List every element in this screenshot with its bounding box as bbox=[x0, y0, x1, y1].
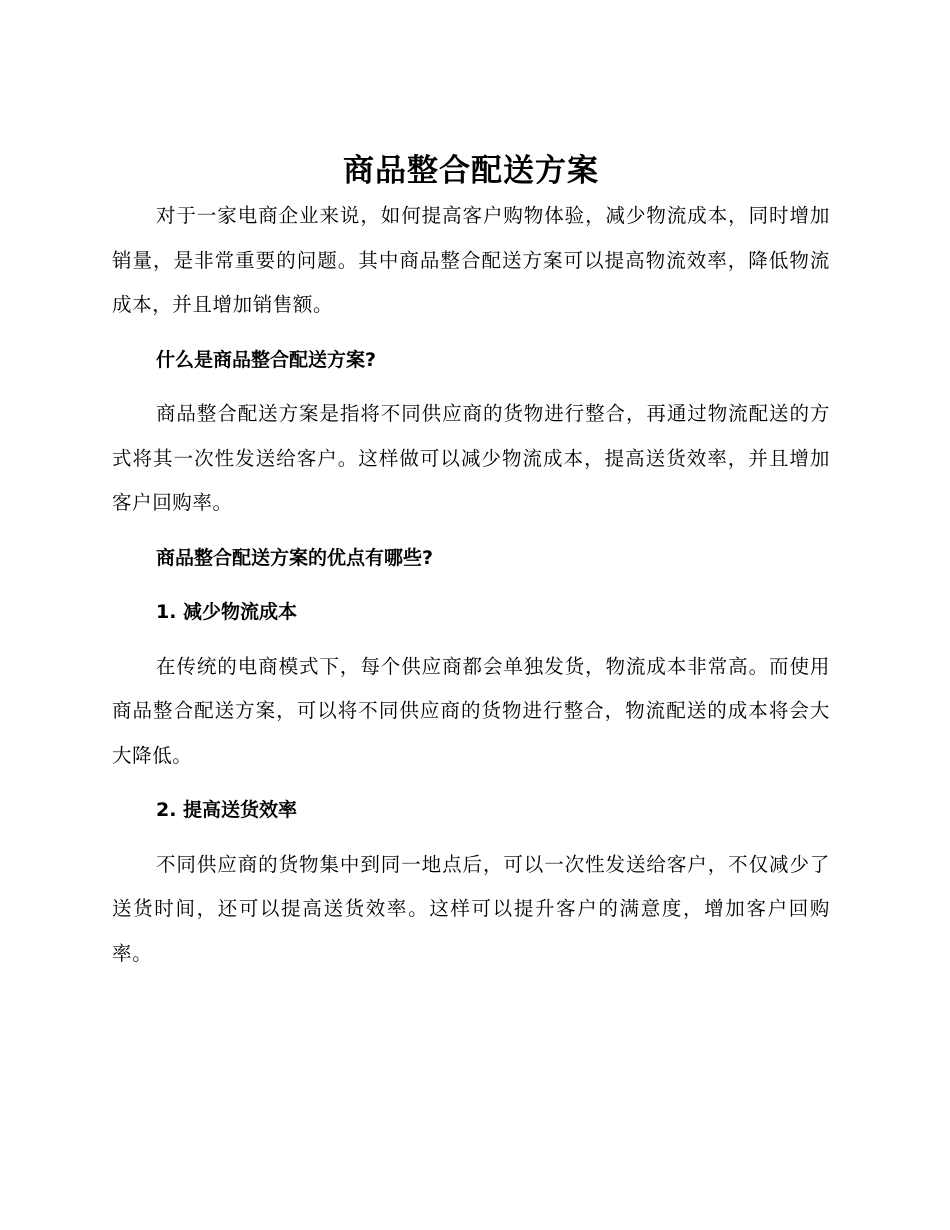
spacer bbox=[112, 580, 830, 590]
section-paragraph-reduce-cost: 在传统的电商模式下，每个供应商都会单独发货，物流成本非常高。而使用商品整合配送方案，可以将不同供应商的货物进行整合，物流配送的成本将会大大降低。 bbox=[112, 654, 830, 767]
spacer bbox=[112, 526, 830, 536]
section-heading-efficiency: 2. 提高送货效率 bbox=[156, 799, 298, 821]
section-heading-what-is: 什么是商品整合配送方案? bbox=[156, 348, 377, 371]
section-heading-advantages: 商品整合配送方案的优点有哪些? bbox=[156, 546, 434, 569]
intro-paragraph: 对于一家电商企业来说，如何提高客户购物体验，减少物流成本，同时增加销量，是非常重要的问题。其中商品整合配送方案可以提高物流效率，降低物流成本，并且增加销售额。 bbox=[112, 204, 830, 316]
section-heading-reduce-cost: 1. 减少物流成本 bbox=[156, 601, 298, 623]
section-paragraph-efficiency: 不同供应商的货物集中到同一地点后，可以一次性发送给客户，不仅减少了送货时间，还可以提高送货效率。这样可以提升客户的满意度，增加客户回购率。 bbox=[112, 852, 830, 965]
spacer bbox=[112, 328, 830, 338]
spacer bbox=[112, 778, 830, 788]
section-paragraph-what-is: 商品整合配送方案是指将不同供应商的货物进行整合，再通过物流配送的方式将其一次性发送给客户。这样做可以减少物流成本，提高送货效率，并且增加客户回购率。 bbox=[112, 402, 830, 514]
spacer bbox=[112, 635, 830, 645]
document-title: 商品整合配送方案 bbox=[343, 153, 599, 189]
spacer bbox=[112, 833, 830, 843]
document-page bbox=[112, 148, 830, 976]
spacer bbox=[112, 382, 830, 392]
